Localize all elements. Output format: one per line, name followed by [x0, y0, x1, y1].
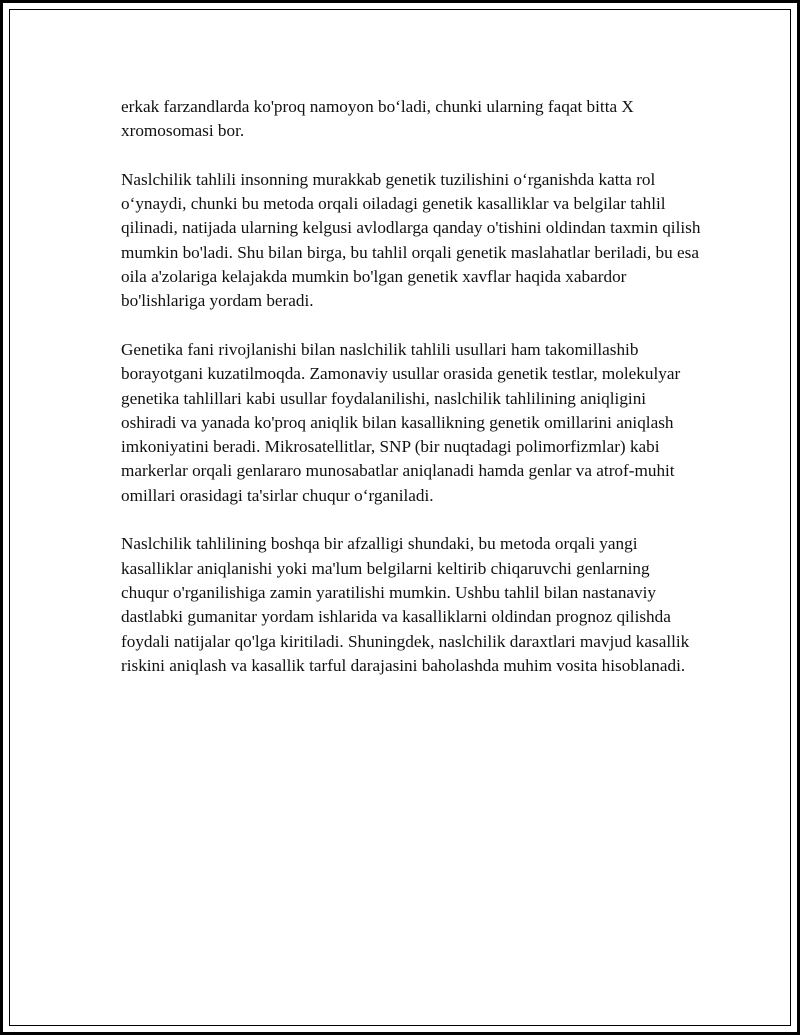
- paragraph-3: Genetika fani rivojlanishi bilan naslchilik tahlili usullari ham takomillashib borayotgani kuzatilmoqda. Zamonaviy usullar orasida genetik testlar, molekulyar genetika tahlillari kabi usullar foydalanilishi, naslchilik tahlilining aniqligini oshiradi va yanada ko'proq aniqlik bilan kasallikning genetik omillarini aniqlash imkoniyatini beradi. Mikrosatellitlar, SNP (bir nuqtadagi polimorfizmlar) kabi markerlar orqali genlararo munosabatlar aniqlanadi hamda genlar va atrof-muhit omillari orasidagi ta'sirlar chuqur o‘rganiladi.: [121, 339, 681, 505]
- paragraph-4: Naslchilik tahlilining boshqa bir afzalligi shundaki, bu metoda orqali yangi kasalliklar aniqlanishi yoki ma'lum belgilarni keltirib chiqaruvchi genlarning chuqur o'rganilishiga zamin yaratilishi mumkin. Ushbu tahlil bilan nastanaviy dastlabki gumanitar yordam ishlarida va kasalliklarni oldindan prognoz qilishda foydali natijalar qo'lga kiritiladi. Shuningdek, naslchilik daraxtlari mavjud kasallik riskini aniqlash va kasallik tarful darajasini baholashda muhim vosita hisoblanadi.: [121, 534, 690, 675]
- paragraph-2: Naslchilik tahlili insonning murakkab genetik tuzilishini o‘rganishda katta rol o‘ynaydi, chunki bu metoda orqali oiladagi genetik kasalliklar va belgilar tahlil qilinadi, natijada ularning kelgusi avlodlarga qanday o'tishini oldindan taxmin qilish mumkin bo'ladi. Shu bilan birga, bu tahlil orqali genetik maslahatlar beriladi, bu esa oila a'zolariga kelajakda mumkin bo'lgan genetik xavflar haqida xabardor bo'lishlariga yordam beradi.: [121, 169, 701, 311]
- document-body: [121, 95, 701, 678]
- paragraph-1: erkak farzandlarda ko'proq namoyon bo‘ladi, chunki ularning faqat bitta X xromosomasi bor.: [121, 97, 634, 141]
